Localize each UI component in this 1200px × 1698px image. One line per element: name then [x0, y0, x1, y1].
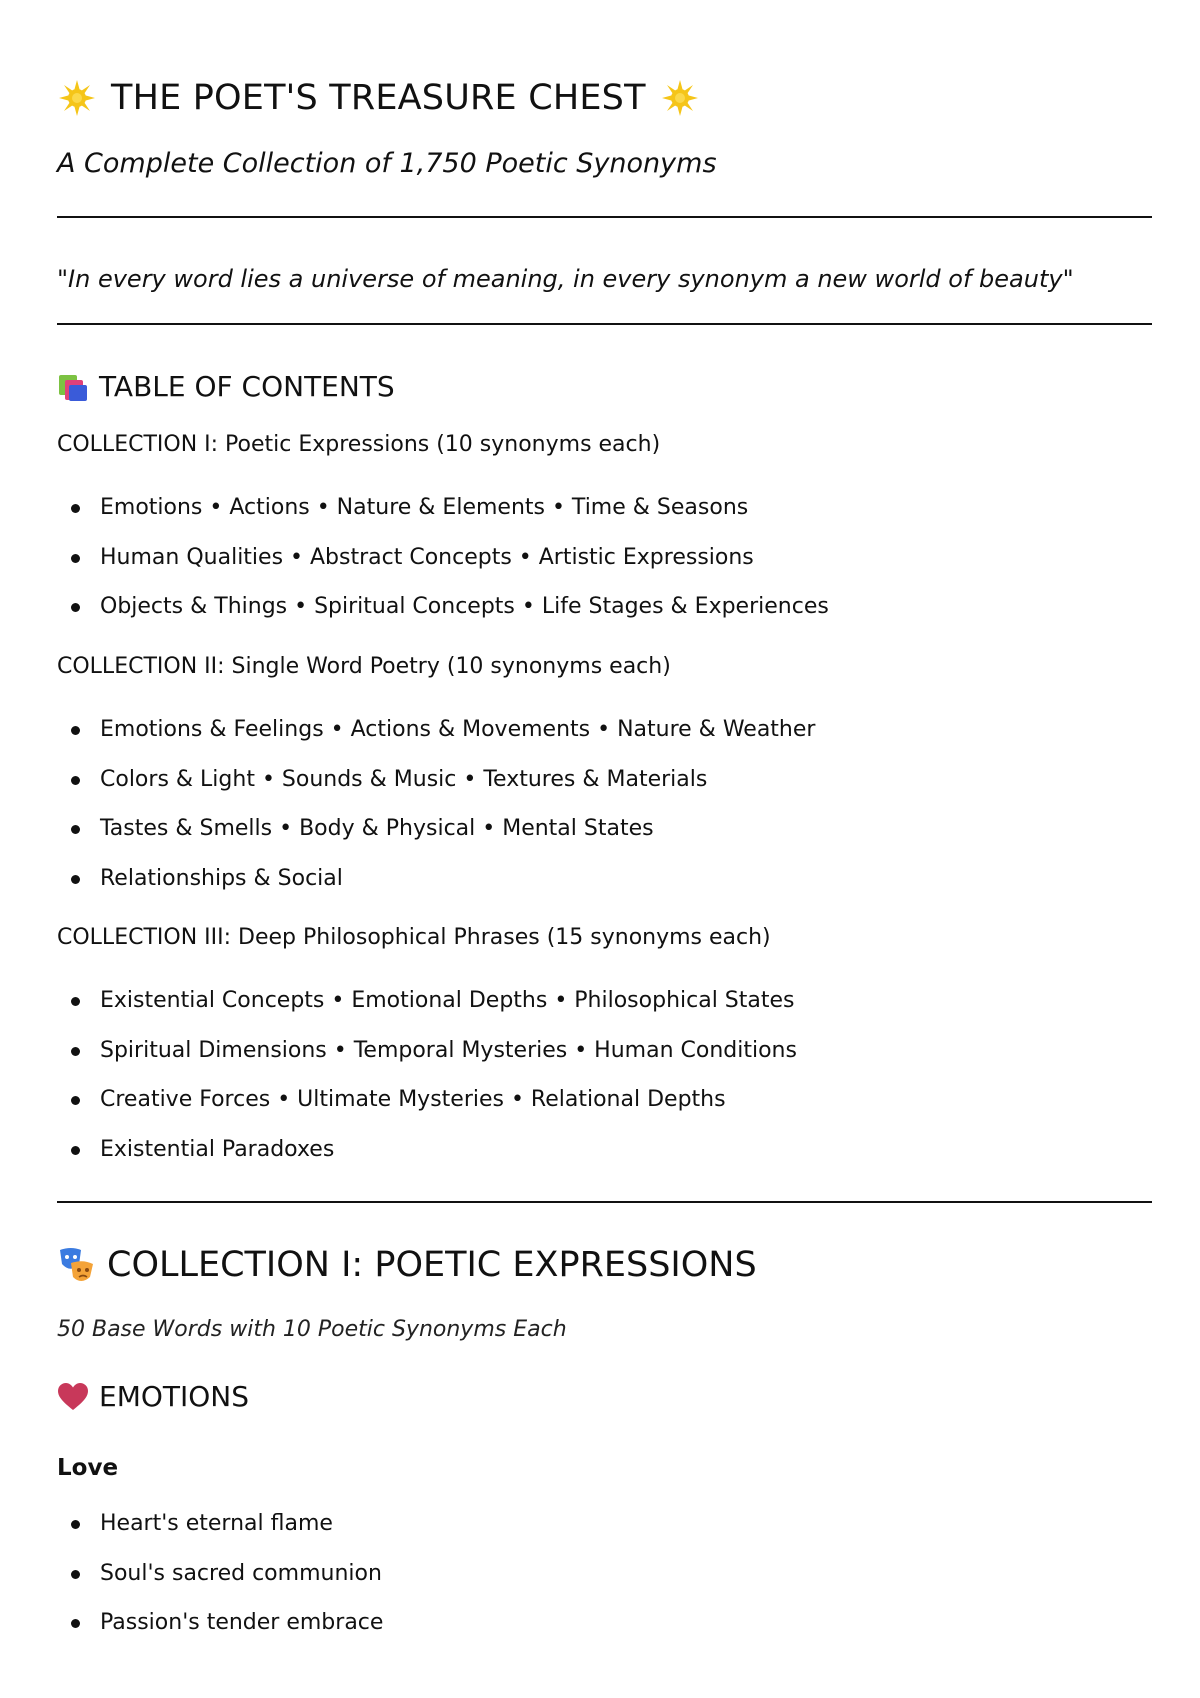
list-item: Emotions • Actions • Nature & Elements • Time & Seasons — [57, 483, 829, 533]
section-heading — [57, 1380, 249, 1413]
list-item: Existential Paradoxes — [57, 1125, 797, 1175]
divider — [57, 216, 1152, 218]
toc-collection-label: COLLECTION III: Deep Philosophical Phrases (15 synonyms each) — [57, 925, 771, 950]
heart-icon — [57, 1382, 89, 1412]
list-item: Creative Forces • Ultimate Mysteries • Relational Depths — [57, 1075, 797, 1125]
section-heading-label: EMOTIONS — [99, 1380, 250, 1413]
epigraph-quote: "In every word lies a universe of meaning, in every synonym a new world of beauty" — [57, 265, 1074, 293]
collection-heading-label: COLLECTION I: POETIC EXPRESSIONS — [107, 1245, 757, 1285]
base-word: Love — [57, 1455, 119, 1481]
toc-collection-label: COLLECTION I: Poetic Expressions (10 synonyms each) — [57, 432, 661, 457]
collection-heading — [57, 1245, 757, 1285]
sparkle-icon — [57, 78, 97, 118]
sparkle-icon — [660, 78, 700, 118]
divider — [57, 1201, 1152, 1203]
toc-collection-list — [57, 705, 815, 903]
toc-collection-list — [57, 483, 829, 632]
document-title-row — [57, 70, 700, 126]
toc-collection-label: COLLECTION II: Single Word Poetry (10 synonyms each) — [57, 654, 671, 679]
list-item: Objects & Things • Spiritual Concepts • Life Stages & Experiences — [57, 582, 829, 632]
list-item: Passion's tender embrace — [57, 1598, 383, 1648]
list-item: Soul's sacred communion — [57, 1549, 383, 1599]
collection-subtitle: 50 Base Words with 10 Poetic Synonyms Each — [57, 1317, 567, 1342]
list-item: Human Qualities • Abstract Concepts • Artistic Expressions — [57, 533, 829, 583]
toc-heading — [57, 370, 395, 403]
divider — [57, 323, 1152, 325]
toc-heading-label: TABLE OF CONTENTS — [99, 370, 395, 403]
document-title: THE POET'S TREASURE CHEST — [111, 78, 646, 118]
list-item: Spiritual Dimensions • Temporal Mysteries • Human Conditions — [57, 1026, 797, 1076]
list-item: Relationships & Social — [57, 854, 815, 904]
list-item: Tastes & Smells • Body & Physical • Mental States — [57, 804, 815, 854]
list-item: Existential Concepts • Emotional Depths • Philosophical States — [57, 976, 797, 1026]
theater-masks-icon — [57, 1245, 97, 1285]
books-icon — [57, 371, 89, 403]
document-subtitle: A Complete Collection of 1,750 Poetic Synonyms — [57, 148, 717, 179]
toc-collection-list — [57, 976, 797, 1174]
list-item: Colors & Light • Sounds & Music • Textures & Materials — [57, 755, 815, 805]
list-item: Emotions & Feelings • Actions & Movements • Nature & Weather — [57, 705, 815, 755]
list-item: Heart's eternal flame — [57, 1499, 383, 1549]
synonym-list — [57, 1499, 383, 1648]
